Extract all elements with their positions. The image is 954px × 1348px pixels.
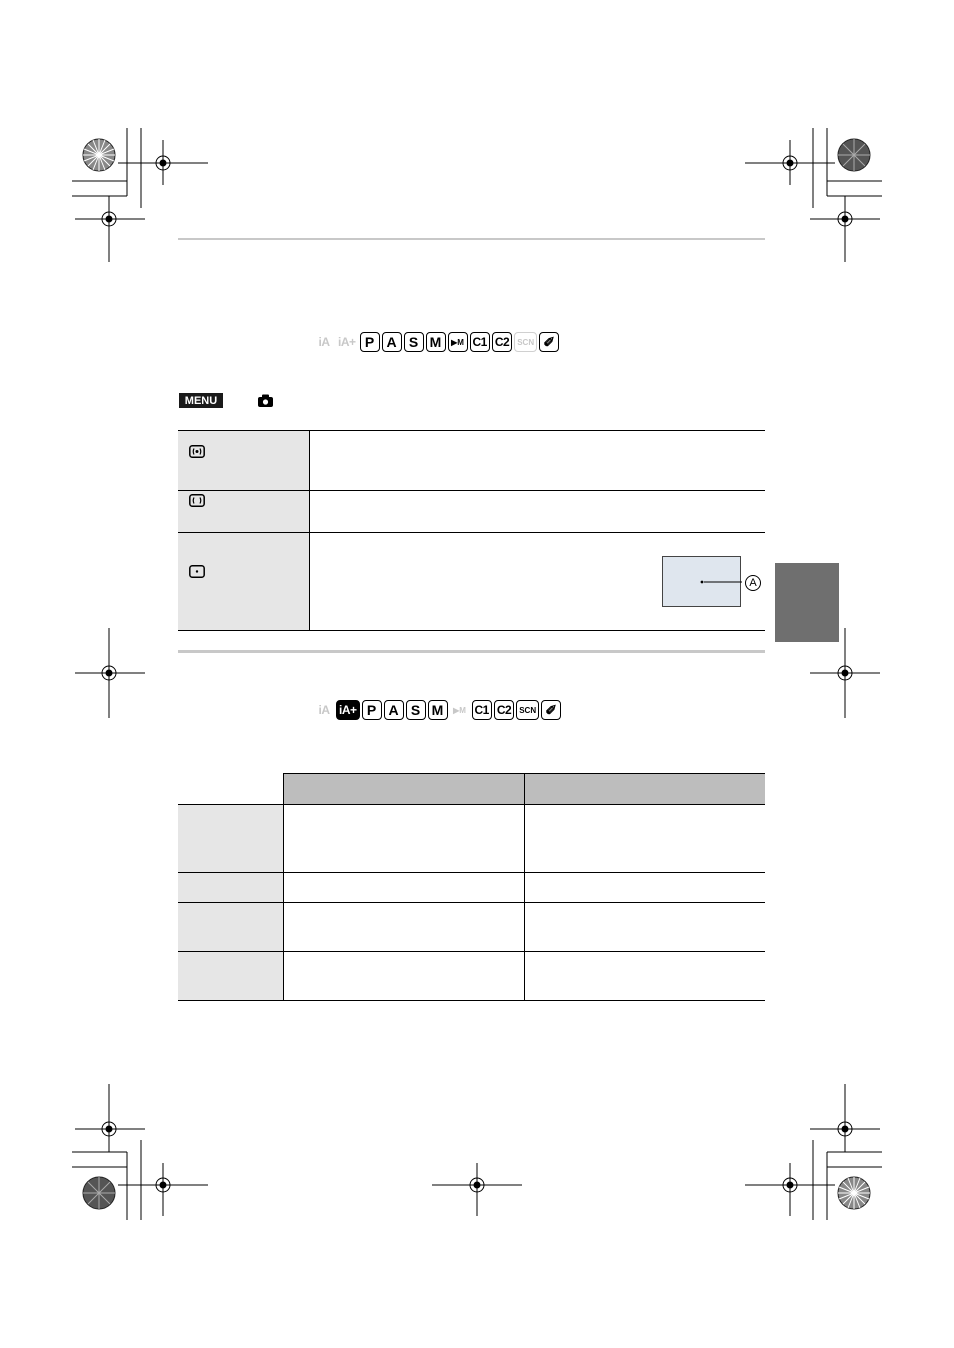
table2-row-label-cell — [178, 903, 283, 951]
camera-icon — [258, 394, 273, 407]
mode-p-icon: P — [362, 700, 382, 720]
mode-m-icon: M — [428, 700, 448, 720]
mode-ia-icon: iA — [318, 335, 330, 349]
mode-s-icon: S — [406, 700, 426, 720]
chapter-side-tab — [775, 563, 839, 642]
table1-col-divider — [309, 430, 310, 631]
mode-p-icon: P — [360, 332, 380, 352]
section2-mode-icons — [314, 699, 561, 721]
mode-a-icon: A — [384, 700, 404, 720]
mode-c1-icon: C1 — [472, 700, 492, 720]
table2-row-label-cell — [178, 873, 283, 902]
comparison-table — [178, 773, 765, 1001]
mode-c2-icon: C2 — [492, 332, 512, 352]
mode-scn-icon: SCN — [514, 332, 537, 352]
table2-row-label-cell — [178, 804, 283, 872]
section1-mode-icons — [314, 331, 559, 353]
table2-row-label-cell — [178, 952, 283, 1000]
mode-s-icon: S — [404, 332, 424, 352]
mode-ia-icon: iA — [318, 703, 330, 717]
table1-bottom-border — [178, 630, 765, 631]
mode-m-icon: M — [426, 332, 446, 352]
table2-border — [178, 902, 765, 903]
table2-border — [178, 872, 765, 873]
mode-movie-m-icon: ▶M — [453, 705, 466, 715]
mode-creative-icon: ✐ — [539, 332, 559, 352]
mode-c1-icon: C1 — [470, 332, 490, 352]
spot-metering-icon — [189, 565, 205, 578]
mid-rule — [178, 650, 765, 653]
mode-movie-m-icon: ▶M — [448, 332, 468, 352]
table2-border — [178, 951, 765, 952]
table1-row-border — [178, 532, 765, 533]
table1-row-border — [178, 490, 765, 491]
mode-c2-icon: C2 — [494, 700, 514, 720]
table2-col-divider — [524, 773, 525, 1001]
table2-border — [178, 804, 765, 805]
mode-ia-plus-icon: iA+ — [336, 700, 360, 720]
multiple-metering-icon — [189, 445, 205, 458]
table2-col-divider — [283, 773, 284, 1001]
mode-creative-icon: ✐ — [541, 700, 561, 720]
spot-target-marker — [663, 557, 742, 608]
table1-top-border — [178, 430, 765, 431]
top-rule — [178, 238, 765, 240]
spot-metering-target-diagram — [662, 556, 741, 607]
table2-border — [178, 1000, 765, 1001]
mode-a-icon: A — [382, 332, 402, 352]
center-weighted-metering-icon — [189, 494, 205, 507]
menu-badge: MENU — [179, 393, 223, 408]
mode-scn-icon: SCN — [516, 700, 539, 720]
mode-ia-plus-icon: iA+ — [338, 335, 356, 349]
table1-label-col — [178, 430, 309, 631]
callout-a-label: A — [745, 575, 761, 591]
